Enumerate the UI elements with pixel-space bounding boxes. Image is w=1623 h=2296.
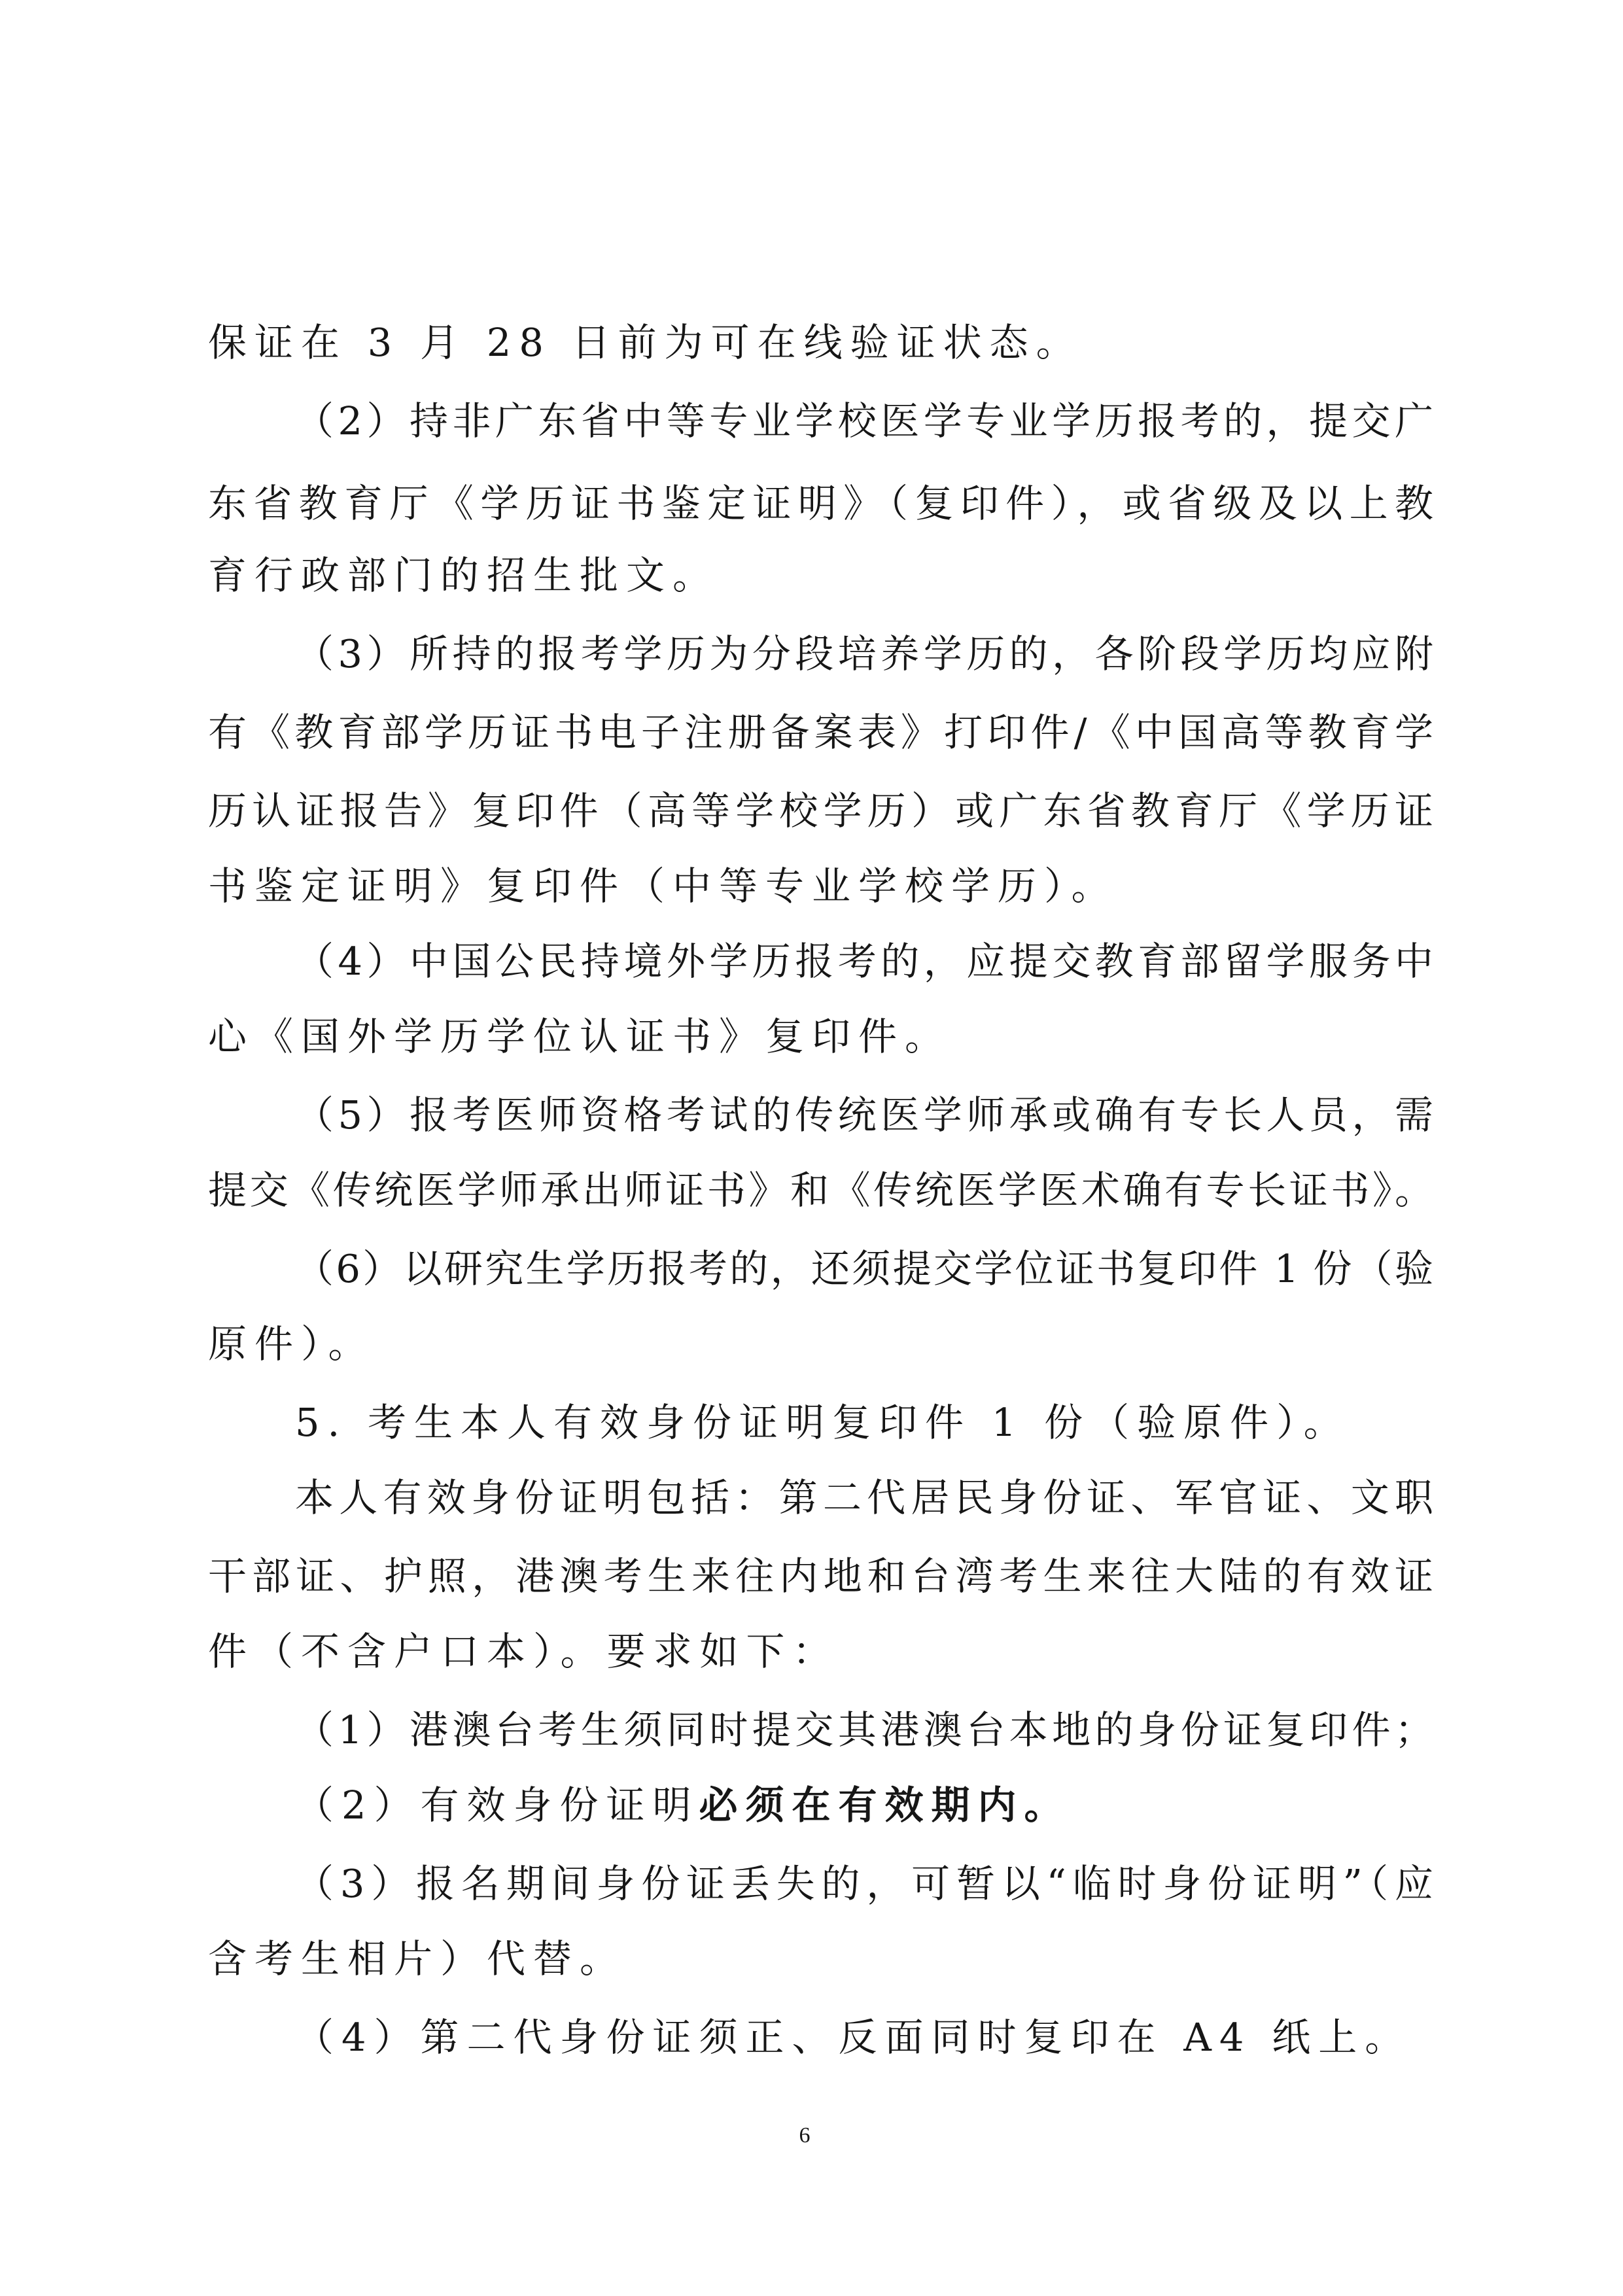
text-line: 育行政部门的招生批文。 (208, 553, 720, 598)
emphasized-text: 必须在有效期内。 (699, 1783, 1071, 1828)
text-line: （3）报名期间身份证丢失的，可暂以“临时身份证明”（应 (295, 1861, 1433, 1906)
text-line: 本人有效身份证明包括：第二代居民身份证、军官证、文职 (295, 1475, 1433, 1520)
text-line: 干部证、护照，港澳考生来往内地和台湾考生来往大陆的有效证 (208, 1554, 1433, 1599)
text-line: 心《国外学历学位认证书》复印件。 (208, 1014, 952, 1059)
text-line: 原件）。 (208, 1321, 375, 1366)
text-line (295, 1779, 1071, 1832)
text-line: 有《教育部学历证书电子注册备案表》打印件/《中国高等教育学 (208, 710, 1433, 755)
text-line: 提交《传统医学师承出师证书》和《传统医学医术确有专长证书》。 (208, 1168, 1433, 1213)
text-line: （3）所持的报考学历为分段培养学历的，各阶段学历均应附 (295, 631, 1433, 676)
text-line: （4）第二代身份证须正、反面同时复印在 A4 纸上。 (295, 2015, 1412, 2060)
text-line: 保证在 3 月 28 日前为可在线验证状态。 (208, 320, 1083, 365)
text-line: （4）中国公民持境外学历报考的，应提交教育部留学服务中 (295, 939, 1433, 984)
page-number: 6 (799, 2123, 811, 2148)
section-heading: 5. 考生本人有效身份证明复印件 1 份（验原件）。 (295, 1400, 1350, 1445)
text-line: 件（不含户口本）。要求如下： (208, 1629, 839, 1674)
text-line: （2）持非广东省中等专业学校医学专业学历报考的，提交广 (295, 398, 1433, 444)
text-line: （6）以研究生学历报考的，还须提交学位证书复印件 1 份（验 (295, 1246, 1433, 1291)
text-line: 东省教育厅《学历证书鉴定证明》（复印件），或省级及以上教 (208, 481, 1433, 526)
text-line: 含考生相片）代替。 (208, 1936, 627, 1981)
text-line: （1）港澳台考生须同时提交其港澳台本地的身份证复印件； (295, 1707, 1433, 1752)
text-line: 书鉴定证明》复印件（中等专业学校学历）。 (208, 863, 1118, 909)
text-segment: （2）有效身份证明 (295, 1783, 699, 1828)
text-line: 历认证报告》复印件（高等学校学历）或广东省教育厅《学历证 (208, 788, 1433, 833)
text-line: （5）报考医师资格考试的传统医学师承或确有专长人员，需 (295, 1092, 1433, 1138)
